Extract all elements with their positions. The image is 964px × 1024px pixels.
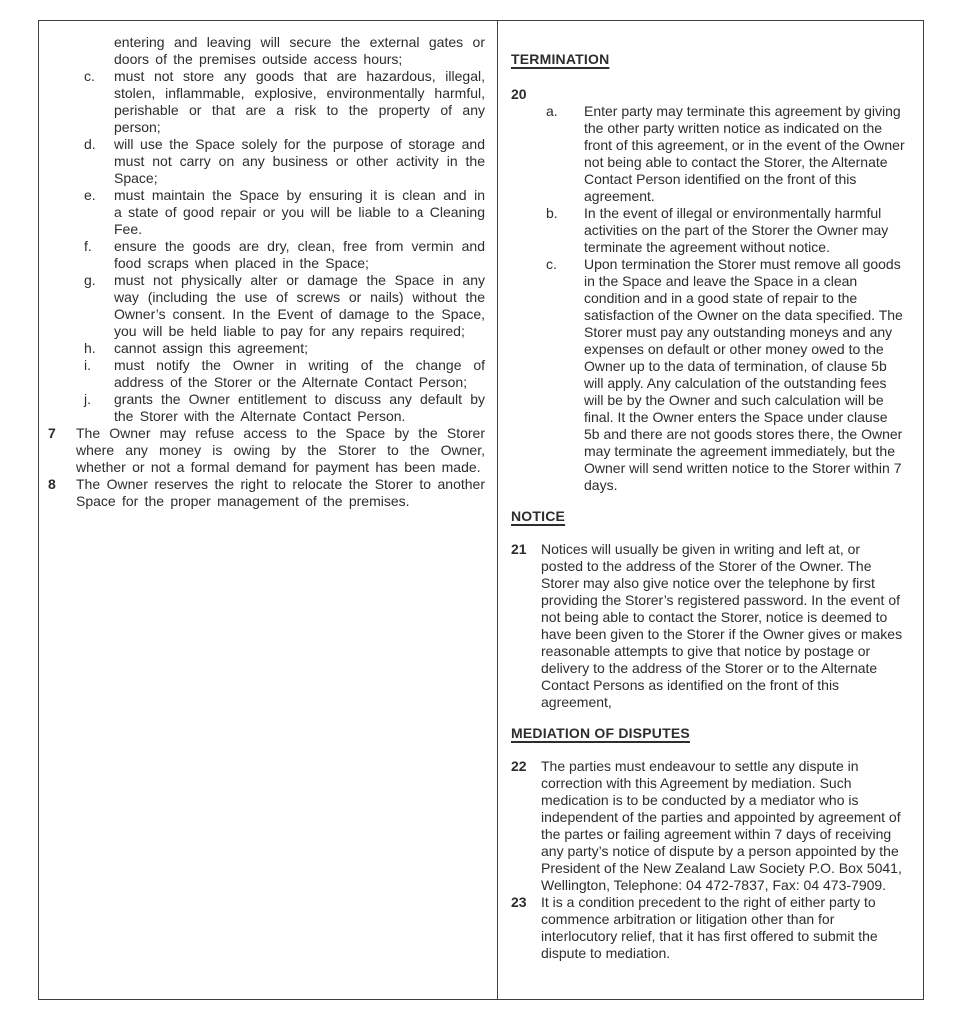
- clause-8: [48, 476, 485, 510]
- item-label: e.: [84, 187, 96, 203]
- item-label: g.: [84, 272, 96, 288]
- list-item-e: [84, 187, 485, 238]
- clause-number: 7: [48, 425, 56, 441]
- clause-number: 8: [48, 476, 56, 492]
- item-label: j.: [84, 391, 91, 407]
- item-text: must maintain the Space by ensuring it is clean and in a state of good repair or you will be liable to a Cleaning Fee.: [114, 187, 485, 237]
- list-item-c: [84, 68, 485, 136]
- list-item-f: [84, 238, 485, 272]
- item-text: ensure the goods are dry, clean, free from vermin and food scraps when placed in the Space;: [114, 238, 485, 271]
- list-item-d: [84, 136, 485, 187]
- item-text: grants the Owner entitlement to discuss any default by the Storer with the Alternate Contact Person.: [114, 391, 485, 424]
- item-text: Enter party may terminate this agreement by giving the other party written notice as indicated on the front of this agreement, or in the event of the Owner not being able to contact the Storer, the Alternate Contact Person identified on the front of this agreement.: [584, 103, 905, 204]
- item-text: must not store any goods that are hazardous, illegal, stolen, inflammable, explosive, environmentally harmful, perishable or that are a risk to the property of any person;: [114, 68, 485, 135]
- item-label: f.: [84, 238, 92, 254]
- clause-text: The Owner may refuse access to the Space by the Storer where any money is owing by the Storer to the Owner, whether or not a formal demand for payment has been made.: [76, 425, 485, 475]
- clause-text: Notices will usually be given in writing and left at, or posted to the address of the Storer of the Owner. The Storer may also give notice over the telephone by first providing the Storer’s registered password. In the event of not being able to contact the Storer, notice is deemed to have been given to the Storer if the Owner gives or makes reasonable attempts to give that notice by postage or delivery to the address of the Storer or to the Alternate Contact Persons as identified on the front of this agreement,: [541, 541, 903, 710]
- clause-number: 21: [511, 541, 527, 557]
- list-item-g: [84, 272, 485, 340]
- clause-20-item-a: [546, 103, 905, 205]
- clause-continuation-text: entering and leaving will secure the external gates or doors of the premises outside access hours;: [114, 34, 485, 67]
- item-label: i.: [84, 357, 91, 373]
- section-heading-termination: TERMINATION: [511, 51, 610, 67]
- clause-7: [48, 425, 485, 476]
- document-page-border: [38, 20, 924, 1000]
- item-text: must not physically alter or damage the Space in any way (including the use of screws or nails) without the Owner’s consent. In the Event of damage to the Space, you will be held liable to pay for any repairs required;: [114, 272, 485, 339]
- item-label: a.: [546, 103, 558, 119]
- clause-number: 22: [511, 758, 527, 774]
- clause-23: [511, 894, 905, 962]
- clause-21: [511, 541, 905, 711]
- clause-text: The Owner reserves the right to relocate the Storer to another Space for the proper management of the premises.: [76, 476, 485, 509]
- section-heading-notice: NOTICE: [511, 508, 566, 524]
- left-column: [39, 21, 498, 999]
- item-label: c.: [546, 256, 557, 272]
- clause-20-number: 20: [511, 86, 527, 102]
- list-item-i: [84, 357, 485, 391]
- section-heading-mediation-of-disputes: MEDIATION OF DISPUTES: [511, 725, 690, 741]
- item-label: h.: [84, 340, 96, 356]
- right-column: [498, 21, 923, 999]
- list-item-j: [84, 391, 485, 425]
- item-label: c.: [84, 68, 95, 84]
- list-item-h: [84, 340, 485, 357]
- clause-text: It is a condition precedent to the right of either party to commence arbitration or litigation other than for interlocutory relief, that it has first offered to submit the dispute to mediation.: [541, 894, 878, 961]
- clause-number: 23: [511, 894, 527, 910]
- item-text: cannot assign this agreement;: [114, 340, 308, 356]
- item-label: b.: [546, 205, 558, 221]
- item-text: must notify the Owner in writing of the change of address of the Storer or the Alternate Contact Person;: [114, 357, 485, 390]
- item-text: will use the Space solely for the purpose of storage and must not carry on any business or other activity in the Space;: [114, 136, 485, 186]
- item-text: Upon termination the Storer must remove all goods in the Space and leave the Space in a clean condition and in a good state of repair to the satisfaction of the Owner on the data specified. The Storer must pay any outstanding moneys and any expenses on default or other money owed to the Owner up to the data of termination, of clause 5b will apply. Any calculation of the outstanding fees will be by the Owner and such calculation will be final. It the Owner enters the Space under clause 5b and there are not goods stores there, the Owner may terminate the agreement immediately, but the Owner will send written notice to the Storer within 7 days.: [584, 256, 903, 493]
- clause-22: [511, 758, 905, 894]
- clause-text: The parties must endeavour to settle any dispute in correction with this Agreement by mediation. Such medication is to be conducted by a mediator who is independent of the parties and appointed by agreement of the partes or failing agreement within 7 days of receiving any party’s notice of dispute by a person appointed by the President of the New Zealand Law Society P.O. Box 5041, Wellington, Telephone: 04 472-7837, Fax: 04 473-7909.: [541, 758, 902, 893]
- item-text: In the event of illegal or environmentally harmful activities on the part of the Storer the Owner may terminate the agreement without notice.: [584, 205, 889, 255]
- clause-20-item-b: [546, 205, 905, 256]
- clause-20-item-c: [546, 256, 905, 494]
- item-label: d.: [84, 136, 96, 152]
